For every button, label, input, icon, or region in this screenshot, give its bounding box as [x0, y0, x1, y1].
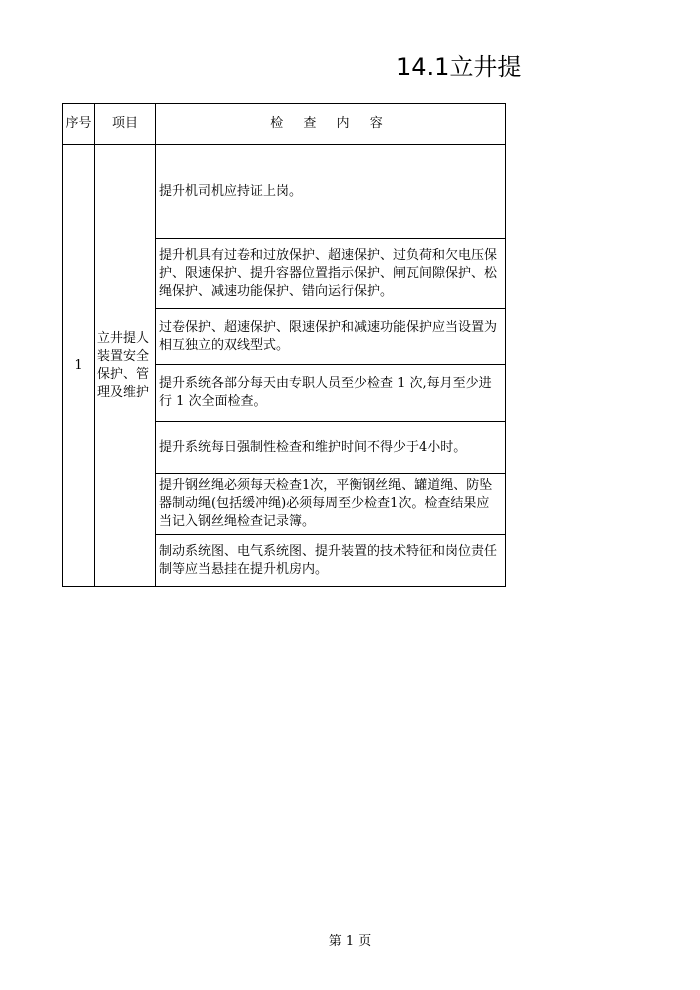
header-content: 检 查 内 容	[156, 104, 506, 145]
content-cell: 提升系统每日强制性检查和维护时间不得少于4小时。	[156, 422, 506, 474]
content-cell: 过卷保护、超速保护、限速保护和减速功能保护应当设置为相互独立的双线型式。	[156, 309, 506, 365]
page-footer: 第 1 页	[328, 934, 372, 949]
inspection-table	[62, 103, 506, 587]
content-cell: 提升机司机应持证上岗。	[156, 145, 506, 239]
content-cell: 制动系统图、电气系统图、提升装置的技术特征和岗位责任制等应当悬挂在提升机房内。	[156, 535, 506, 587]
content-cell: 提升系统各部分每天由专职人员至少检查 1 次,每月至少进行 1 次全面检查。	[156, 365, 506, 422]
page-title: 14.1立井提	[396, 53, 522, 81]
item-cell: 立井提人装置安全保护、管理及维护	[95, 145, 156, 587]
header-item: 项目	[95, 104, 156, 145]
content-cell: 提升钢丝绳必须每天检查1次，平衡钢丝绳、罐道绳、防坠器制动绳(包括缓冲绳)必须每周至少检查1次。检查结果应当记入钢丝绳检查记录簿。	[156, 474, 506, 535]
content-cell: 提升机具有过卷和过放保护、超速保护、过负荷和欠电压保护、限速保护、提升容器位置指示保护、闸瓦间隙保护、松绳保护、减速功能保护、错向运行保护。	[156, 239, 506, 309]
title-clip	[380, 40, 522, 100]
table-row	[63, 145, 506, 239]
header-seq: 序号	[63, 104, 95, 145]
header-row	[63, 104, 506, 145]
seq-cell: 1	[63, 145, 95, 587]
